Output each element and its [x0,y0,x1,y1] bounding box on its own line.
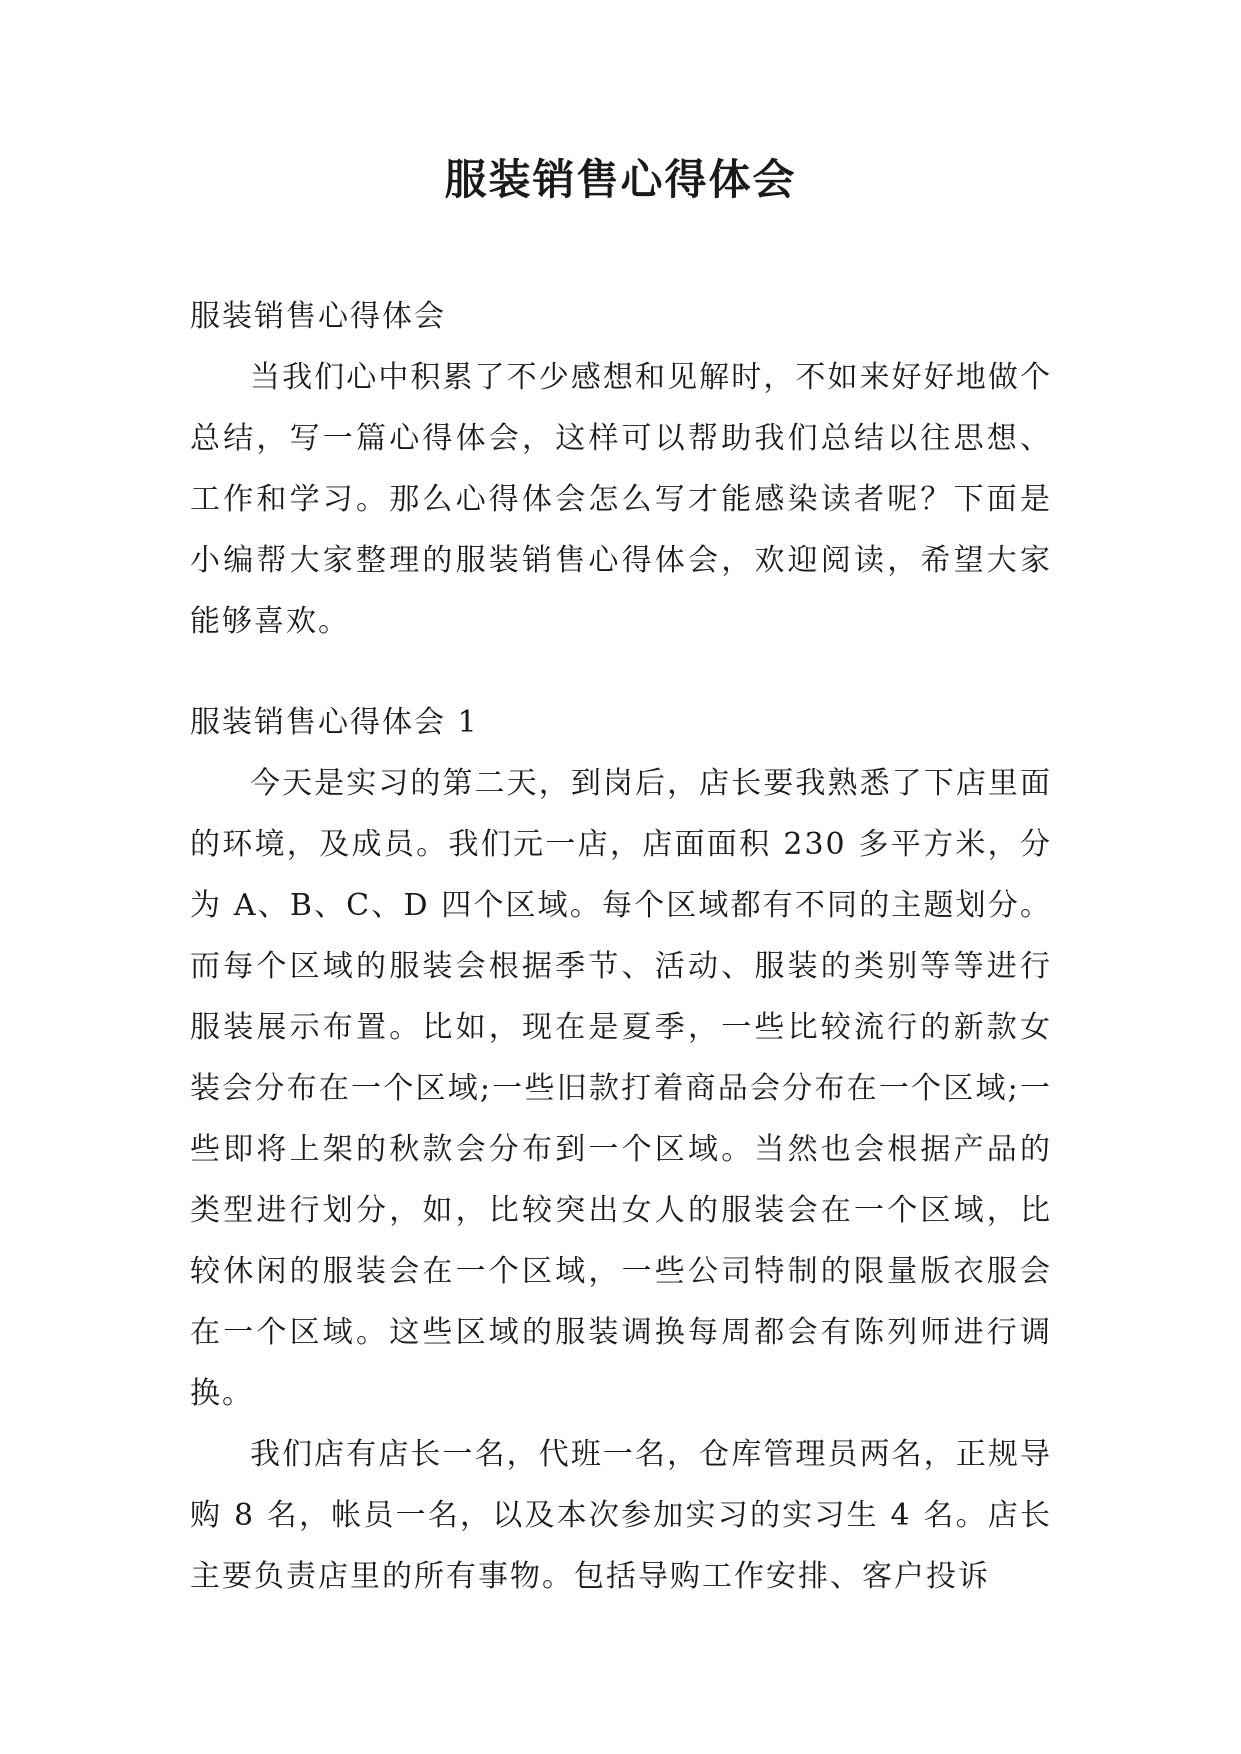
intro-paragraph: 当我们心中积累了不少感想和见解时，不如来好好地做个总结，写一篇心得体会，这样可以帮助我们总结以往思想、工作和学习。那么心得体会怎么写才能感染读者呢？下面是小编帮大家整理的服装销售心得体会，欢迎阅读，希望大家能够喜欢。 [190,360,1052,639]
section-1-heading: 服装销售心得体会 1 [190,705,479,740]
intro-heading: 服装销售心得体会 [190,299,446,334]
intro-section [190,286,1052,652]
section-1-paragraph-2: 我们店有店长一名，代班一名，仓库管理员两名，正规导购 8 名，帐员一名，以及本次参加实习的实习生 4 名。店长主要负责店里的所有事物。包括导购工作安排、客户投诉 [190,1437,1052,1594]
document-title: 服装销售心得体会 [444,155,797,204]
section-1-paragraph-1: 今天是实习的第二天，到岗后，店长要我熟悉了下店里面的环境，及成员。我们元一店，店面面积 230 多平方米，分为 A、B、C、D 四个区域。每个区域都有不同的主题划分。而每个区域的服装会根据季节、活动、服装的类别等等进行服装展示布置。比如，现在是夏季，一些比较流行的新款女装会分布在一个区域;一些旧款打着商品会分布在一个区域;一些即将上架的秋款会分布到一个区域。当然也会根据产品的类型进行划分，如，比较突出女人的服装会在一个区域，比较休闲的服装会在一个区域，一些公司特制的限量版衣服会在一个区域。这些区域的服装调换每周都会有陈列师进行调换。 [190,766,1052,1411]
section-1 [190,692,1052,1607]
